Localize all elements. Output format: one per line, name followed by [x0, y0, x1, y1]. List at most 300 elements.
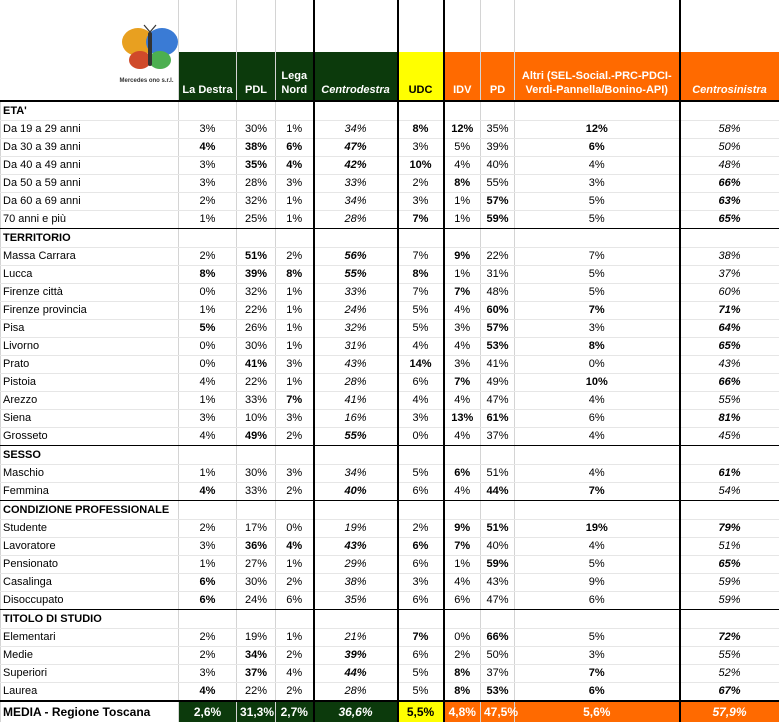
table-cell: 1%: [276, 320, 314, 338]
row-label: Femmina: [1, 483, 179, 501]
table-cell: 35%: [314, 592, 398, 610]
table-cell: 3%: [398, 410, 444, 428]
table-row: [1, 338, 779, 356]
table-row: [1, 410, 779, 428]
table-cell: 4%: [276, 157, 314, 175]
table-cell: 6%: [515, 410, 680, 428]
row-label: Disoccupato: [1, 592, 179, 610]
row-label: Maschio: [1, 465, 179, 483]
table-cell: 8%: [276, 266, 314, 284]
table-cell: 35%: [237, 157, 276, 175]
table-cell: 3%: [515, 320, 680, 338]
table-cell: 5%: [398, 683, 444, 702]
butterfly-logo-icon: [120, 24, 180, 72]
table-cell: 55%: [314, 428, 398, 446]
header-lega-nord: Lega Nord: [276, 52, 314, 101]
section-header: [1, 446, 779, 465]
media-cell: 47,5%: [481, 701, 515, 722]
table-cell: 27%: [237, 556, 276, 574]
table-row: [1, 465, 779, 483]
table-cell: 1%: [179, 302, 237, 320]
row-label: Da 50 a 59 anni: [1, 175, 179, 193]
table-cell: 53%: [481, 683, 515, 702]
table-cell: 59%: [680, 574, 779, 592]
table-cell: 1%: [179, 392, 237, 410]
table-cell: 66%: [680, 175, 779, 193]
table-cell: 3%: [444, 320, 481, 338]
table-cell: 48%: [680, 157, 779, 175]
table-cell: 79%: [680, 520, 779, 538]
table-row: [1, 538, 779, 556]
table-cell: 43%: [314, 538, 398, 556]
table-row: [1, 374, 779, 392]
table-cell: 26%: [237, 320, 276, 338]
table-row: [1, 392, 779, 410]
media-cell: 2,7%: [276, 701, 314, 722]
row-label: Firenze città: [1, 284, 179, 302]
table-cell: 9%: [444, 248, 481, 266]
table-cell: 3%: [179, 121, 237, 139]
table-cell: 22%: [237, 374, 276, 392]
table-cell: 7%: [398, 629, 444, 647]
table-cell: 22%: [237, 302, 276, 320]
table-cell: 1%: [179, 465, 237, 483]
table-cell: 4%: [444, 574, 481, 592]
table-cell: 5%: [515, 556, 680, 574]
table-cell: 52%: [680, 665, 779, 683]
section-header: [1, 229, 779, 248]
logo-text: Mercedes ono s.r.l.: [119, 78, 174, 84]
row-label: Studente: [1, 520, 179, 538]
table-cell: 66%: [481, 629, 515, 647]
table-cell: 55%: [680, 647, 779, 665]
table-cell: 1%: [276, 629, 314, 647]
table-row: [1, 428, 779, 446]
table-cell: 32%: [314, 320, 398, 338]
table-cell: 8%: [515, 338, 680, 356]
table-cell: 45%: [680, 428, 779, 446]
table-cell: 4%: [515, 428, 680, 446]
table-cell: 4%: [276, 538, 314, 556]
table-cell: 6%: [276, 139, 314, 157]
table-cell: 2%: [276, 428, 314, 446]
header-centrodestra: Centrodestra: [314, 52, 398, 101]
table-cell: 56%: [314, 248, 398, 266]
table-cell: 55%: [680, 392, 779, 410]
table-cell: 1%: [276, 211, 314, 229]
table-cell: 31%: [481, 266, 515, 284]
media-cell: 31,3%: [237, 701, 276, 722]
table-cell: 2%: [179, 248, 237, 266]
table-cell: 47%: [481, 392, 515, 410]
table-cell: 8%: [444, 175, 481, 193]
table-cell: 1%: [444, 556, 481, 574]
table-cell: 4%: [444, 302, 481, 320]
table-cell: 6%: [179, 574, 237, 592]
table-cell: 8%: [179, 266, 237, 284]
table-cell: 60%: [680, 284, 779, 302]
table-cell: 1%: [276, 302, 314, 320]
table-cell: 40%: [314, 483, 398, 501]
media-row: [1, 701, 779, 722]
table-cell: 42%: [314, 157, 398, 175]
header-centrosinistra: Centrosinistra: [680, 52, 779, 101]
table-cell: 40%: [481, 538, 515, 556]
table-cell: 3%: [179, 665, 237, 683]
table-cell: 7%: [398, 211, 444, 229]
table-cell: 19%: [515, 520, 680, 538]
table-row: [1, 647, 779, 665]
table-cell: 7%: [444, 538, 481, 556]
table-cell: 8%: [398, 266, 444, 284]
table-cell: 7%: [398, 284, 444, 302]
header-altri: Altri (SEL-Social.-PRC-PDCI-Verdi-Pannella/Bonino-API): [515, 52, 680, 101]
table-row: [1, 211, 779, 229]
table-cell: 49%: [237, 428, 276, 446]
table-cell: 28%: [237, 175, 276, 193]
logo-cell: [1, 0, 179, 101]
table-cell: 40%: [481, 157, 515, 175]
table-cell: 8%: [444, 683, 481, 702]
table-cell: 3%: [515, 647, 680, 665]
table-cell: 30%: [237, 121, 276, 139]
table-cell: 4%: [179, 139, 237, 157]
table-cell: 4%: [179, 483, 237, 501]
table-cell: 4%: [444, 392, 481, 410]
table-cell: 10%: [237, 410, 276, 428]
table-cell: 10%: [515, 374, 680, 392]
table-row: [1, 139, 779, 157]
table-row: [1, 193, 779, 211]
table-cell: 24%: [314, 302, 398, 320]
table-cell: 47%: [481, 592, 515, 610]
row-label: Elementari: [1, 629, 179, 647]
table-cell: 9%: [515, 574, 680, 592]
table-cell: 6%: [398, 374, 444, 392]
table-cell: 38%: [680, 248, 779, 266]
table-cell: 61%: [680, 465, 779, 483]
section-title: TITOLO DI STUDIO: [1, 610, 179, 629]
row-label: Pensionato: [1, 556, 179, 574]
table-cell: 28%: [314, 683, 398, 702]
table-cell: 5%: [515, 284, 680, 302]
media-cell: 5,5%: [398, 701, 444, 722]
table-cell: 2%: [276, 248, 314, 266]
table-cell: 1%: [276, 121, 314, 139]
table-cell: 6%: [444, 465, 481, 483]
table-cell: 51%: [680, 538, 779, 556]
table-cell: 51%: [481, 520, 515, 538]
table-cell: 54%: [680, 483, 779, 501]
table-cell: 21%: [314, 629, 398, 647]
table-cell: 3%: [179, 410, 237, 428]
row-label: Casalinga: [1, 574, 179, 592]
table-row: [1, 592, 779, 610]
table-row: [1, 665, 779, 683]
table-cell: 6%: [179, 592, 237, 610]
header-pd: PD: [481, 52, 515, 101]
table-cell: 1%: [276, 374, 314, 392]
table-cell: 12%: [444, 121, 481, 139]
table-cell: 66%: [680, 374, 779, 392]
table-cell: 43%: [680, 356, 779, 374]
table-cell: 1%: [276, 193, 314, 211]
table-cell: 2%: [179, 629, 237, 647]
table-cell: 1%: [444, 266, 481, 284]
table-cell: 28%: [314, 374, 398, 392]
table-cell: 51%: [237, 248, 276, 266]
row-label: Da 40 a 49 anni: [1, 157, 179, 175]
section-title: CONDIZIONE PROFESSIONALE: [1, 501, 179, 520]
media-cell: 4,8%: [444, 701, 481, 722]
table-cell: 50%: [481, 647, 515, 665]
table-cell: 7%: [276, 392, 314, 410]
table-cell: 48%: [481, 284, 515, 302]
table-cell: 13%: [444, 410, 481, 428]
table-cell: 51%: [481, 465, 515, 483]
row-label: Da 60 a 69 anni: [1, 193, 179, 211]
table-cell: 0%: [179, 338, 237, 356]
table-cell: 5%: [398, 302, 444, 320]
table-cell: 5%: [515, 211, 680, 229]
table-row: [1, 157, 779, 175]
table-cell: 49%: [481, 374, 515, 392]
table-cell: 33%: [314, 284, 398, 302]
table-cell: 0%: [179, 284, 237, 302]
table-cell: 6%: [398, 538, 444, 556]
table-cell: 17%: [237, 520, 276, 538]
table-cell: 55%: [314, 266, 398, 284]
table-cell: 4%: [398, 338, 444, 356]
media-cell: 57,9%: [680, 701, 779, 722]
table-row: [1, 629, 779, 647]
table-cell: 4%: [515, 392, 680, 410]
table-cell: 32%: [237, 193, 276, 211]
table-cell: 16%: [314, 410, 398, 428]
table-cell: 47%: [314, 139, 398, 157]
table-cell: 2%: [276, 483, 314, 501]
table-cell: 4%: [444, 428, 481, 446]
table-cell: 1%: [276, 284, 314, 302]
table-cell: 5%: [398, 665, 444, 683]
table-cell: 59%: [481, 556, 515, 574]
table-cell: 41%: [481, 356, 515, 374]
table-cell: 6%: [444, 592, 481, 610]
table-cell: 7%: [515, 665, 680, 683]
table-cell: 5%: [515, 629, 680, 647]
table-row: [1, 320, 779, 338]
table-cell: 37%: [481, 428, 515, 446]
table-cell: 28%: [314, 211, 398, 229]
row-label: Lucca: [1, 266, 179, 284]
table-cell: 30%: [237, 574, 276, 592]
table-row: [1, 356, 779, 374]
table-cell: 3%: [179, 175, 237, 193]
table-cell: 33%: [314, 175, 398, 193]
table-cell: 60%: [481, 302, 515, 320]
table-cell: 5%: [515, 266, 680, 284]
table-cell: 2%: [398, 520, 444, 538]
row-label: Firenze provincia: [1, 302, 179, 320]
table-cell: 6%: [515, 683, 680, 702]
table-cell: 24%: [237, 592, 276, 610]
table-cell: 4%: [515, 465, 680, 483]
table-cell: 34%: [314, 121, 398, 139]
table-row: [1, 248, 779, 266]
table-cell: 2%: [444, 647, 481, 665]
table-cell: 65%: [680, 211, 779, 229]
table-row: [1, 302, 779, 320]
table-cell: 61%: [481, 410, 515, 428]
table-cell: 37%: [481, 665, 515, 683]
table-cell: 30%: [237, 465, 276, 483]
table-cell: 3%: [276, 410, 314, 428]
section-header: [1, 610, 779, 629]
table-cell: 44%: [481, 483, 515, 501]
table-cell: 2%: [276, 683, 314, 702]
table-cell: 2%: [179, 520, 237, 538]
table-cell: 39%: [314, 647, 398, 665]
table-cell: 37%: [680, 266, 779, 284]
table-cell: 3%: [179, 157, 237, 175]
header-pdl: PDL: [237, 52, 276, 101]
table-cell: 19%: [237, 629, 276, 647]
table-cell: 22%: [237, 683, 276, 702]
table-row: [1, 574, 779, 592]
header-la-destra: La Destra: [179, 52, 237, 101]
table-cell: 39%: [237, 266, 276, 284]
table-cell: 3%: [398, 193, 444, 211]
table-cell: 9%: [444, 520, 481, 538]
table-cell: 36%: [237, 538, 276, 556]
table-cell: 59%: [481, 211, 515, 229]
table-cell: 0%: [179, 356, 237, 374]
media-label: MEDIA - Regione Toscana: [1, 701, 179, 722]
table-cell: 29%: [314, 556, 398, 574]
table-cell: 41%: [237, 356, 276, 374]
media-cell: 36,6%: [314, 701, 398, 722]
table-cell: 1%: [276, 556, 314, 574]
section-title: TERRITORIO: [1, 229, 179, 248]
table-cell: 5%: [515, 193, 680, 211]
table-cell: 55%: [481, 175, 515, 193]
table-cell: 1%: [179, 211, 237, 229]
row-label: 70 anni e più: [1, 211, 179, 229]
section-title: ETA': [1, 101, 179, 121]
table-cell: 53%: [481, 338, 515, 356]
table-cell: 72%: [680, 629, 779, 647]
table-cell: 59%: [680, 592, 779, 610]
table-cell: 1%: [444, 211, 481, 229]
table-cell: 31%: [314, 338, 398, 356]
table-cell: 81%: [680, 410, 779, 428]
table-cell: 3%: [179, 538, 237, 556]
table-row: [1, 121, 779, 139]
row-label: Prato: [1, 356, 179, 374]
table-cell: 3%: [276, 175, 314, 193]
table-cell: 1%: [444, 193, 481, 211]
table-cell: 7%: [398, 248, 444, 266]
table-cell: 35%: [481, 121, 515, 139]
table-cell: 8%: [398, 121, 444, 139]
table-cell: 12%: [515, 121, 680, 139]
table-cell: 8%: [444, 665, 481, 683]
table-cell: 4%: [398, 392, 444, 410]
row-label: Da 19 a 29 anni: [1, 121, 179, 139]
table-cell: 7%: [515, 248, 680, 266]
table-cell: 5%: [398, 320, 444, 338]
table-cell: 6%: [398, 483, 444, 501]
table-cell: 10%: [398, 157, 444, 175]
table-cell: 3%: [276, 356, 314, 374]
row-label: Massa Carrara: [1, 248, 179, 266]
table-cell: 3%: [398, 139, 444, 157]
table-cell: 1%: [179, 556, 237, 574]
table-cell: 3%: [398, 574, 444, 592]
table-cell: 44%: [314, 665, 398, 683]
row-label: Pistoia: [1, 374, 179, 392]
table-cell: 1%: [276, 338, 314, 356]
table-row: [1, 266, 779, 284]
table-cell: 2%: [276, 574, 314, 592]
table-cell: 4%: [444, 157, 481, 175]
table-cell: 4%: [515, 538, 680, 556]
table-cell: 2%: [179, 193, 237, 211]
table-cell: 57%: [481, 193, 515, 211]
table-cell: 50%: [680, 139, 779, 157]
table-cell: 19%: [314, 520, 398, 538]
table-cell: 34%: [237, 647, 276, 665]
table-cell: 4%: [276, 665, 314, 683]
row-label: Superiori: [1, 665, 179, 683]
table-cell: 22%: [481, 248, 515, 266]
row-label: Medie: [1, 647, 179, 665]
section-title: SESSO: [1, 446, 179, 465]
table-cell: 67%: [680, 683, 779, 702]
table-row: [1, 483, 779, 501]
table-cell: 41%: [314, 392, 398, 410]
table-cell: 34%: [314, 193, 398, 211]
table-cell: 0%: [276, 520, 314, 538]
table-cell: 3%: [515, 175, 680, 193]
row-label: Pisa: [1, 320, 179, 338]
table-cell: 30%: [237, 338, 276, 356]
table-cell: 7%: [515, 302, 680, 320]
table-cell: 43%: [314, 356, 398, 374]
table-cell: 7%: [444, 374, 481, 392]
table-row: [1, 520, 779, 538]
table-cell: 6%: [276, 592, 314, 610]
table-cell: 6%: [398, 592, 444, 610]
table-cell: 0%: [398, 428, 444, 446]
table-cell: 25%: [237, 211, 276, 229]
section-header: [1, 101, 779, 121]
table-cell: 3%: [444, 356, 481, 374]
table-cell: 4%: [444, 338, 481, 356]
table-cell: 2%: [276, 647, 314, 665]
table-cell: 43%: [481, 574, 515, 592]
table-cell: 34%: [314, 465, 398, 483]
table-cell: 0%: [444, 629, 481, 647]
table-cell: 0%: [515, 356, 680, 374]
table-cell: 58%: [680, 121, 779, 139]
table-cell: 33%: [237, 483, 276, 501]
table-cell: 38%: [314, 574, 398, 592]
row-label: Laurea: [1, 683, 179, 702]
table-cell: 38%: [237, 139, 276, 157]
row-label: Da 30 a 39 anni: [1, 139, 179, 157]
table-cell: 39%: [481, 139, 515, 157]
